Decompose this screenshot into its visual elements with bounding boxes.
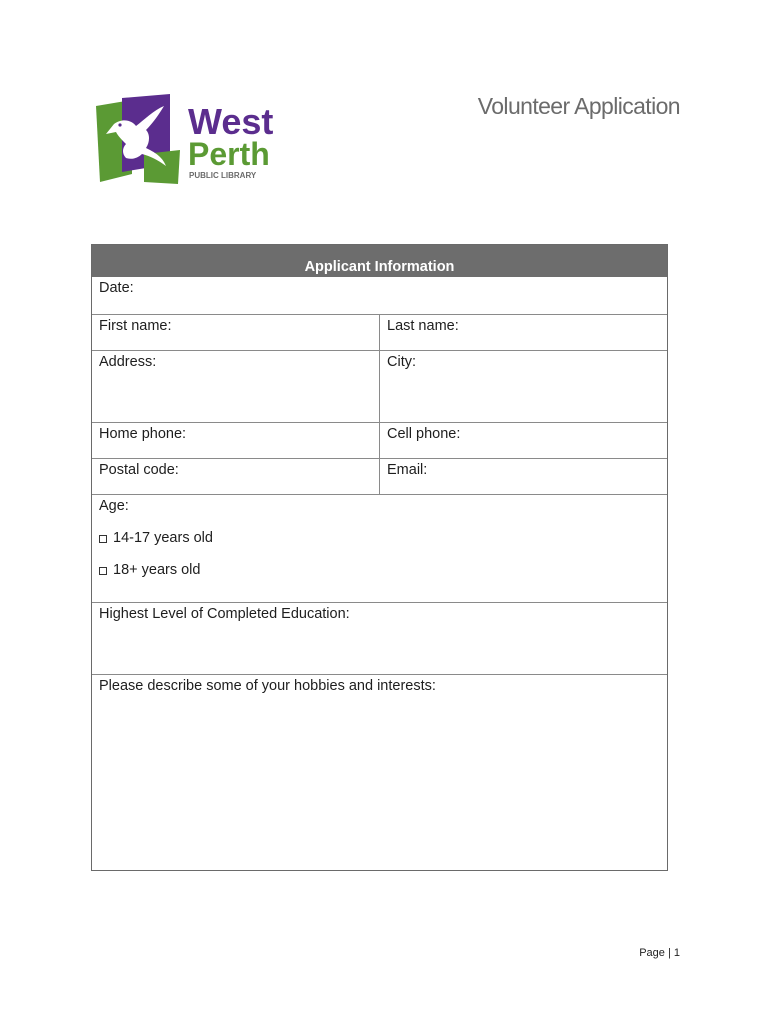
date-field[interactable] — [92, 277, 667, 314]
document-title: Volunteer Application — [477, 93, 680, 119]
address-field[interactable] — [92, 351, 380, 422]
email-field[interactable] — [380, 459, 667, 494]
postal-code-label: Postal code: — [99, 462, 179, 478]
first-name-label: First name: — [99, 318, 172, 334]
postal-email-row — [92, 458, 667, 494]
address-label: Address: — [99, 354, 157, 370]
postal-code-field[interactable] — [92, 459, 380, 494]
education-row — [92, 602, 667, 674]
last-name-label: Last name: — [387, 318, 459, 334]
svg-text:PUBLIC LIBRARY: PUBLIC LIBRARY — [189, 171, 257, 180]
checkbox-icon[interactable] — [99, 567, 107, 575]
heron-logo-icon — [92, 94, 286, 186]
last-name-field[interactable] — [380, 315, 667, 350]
date-row — [92, 277, 667, 314]
svg-text:Perth: Perth — [188, 136, 270, 172]
age-option-18-plus[interactable] — [99, 562, 667, 578]
age-label: Age: — [99, 498, 129, 514]
date-label: Date: — [99, 280, 134, 296]
city-label: City: — [387, 354, 416, 370]
age-option-label: 18+ years old — [113, 562, 201, 578]
section-header — [92, 245, 667, 277]
cell-phone-field[interactable] — [380, 423, 667, 458]
education-field[interactable] — [92, 603, 667, 674]
page-number: Page | 1 — [639, 947, 680, 959]
svg-text:West: West — [188, 101, 274, 142]
section-title: Applicant Information — [304, 259, 455, 275]
first-name-field[interactable] — [92, 315, 380, 350]
age-section — [92, 495, 667, 602]
age-option-label: 14-17 years old — [113, 530, 213, 546]
home-phone-field[interactable] — [92, 423, 380, 458]
name-row — [92, 314, 667, 350]
email-label: Email: — [387, 462, 428, 478]
hobbies-field[interactable] — [92, 675, 667, 870]
applicant-form — [91, 244, 668, 871]
hobbies-label: Please describe some of your hobbies and interests: — [99, 678, 436, 694]
cell-phone-label: Cell phone: — [387, 426, 461, 442]
home-phone-label: Home phone: — [99, 426, 187, 442]
education-label: Highest Level of Completed Education: — [99, 606, 350, 622]
hobbies-row — [92, 674, 667, 870]
age-option-14-17[interactable] — [99, 530, 667, 546]
phone-row — [92, 422, 667, 458]
address-row — [92, 350, 667, 422]
library-logo — [92, 94, 286, 186]
city-field[interactable] — [380, 351, 667, 422]
checkbox-icon[interactable] — [99, 535, 107, 543]
age-row — [92, 494, 667, 602]
